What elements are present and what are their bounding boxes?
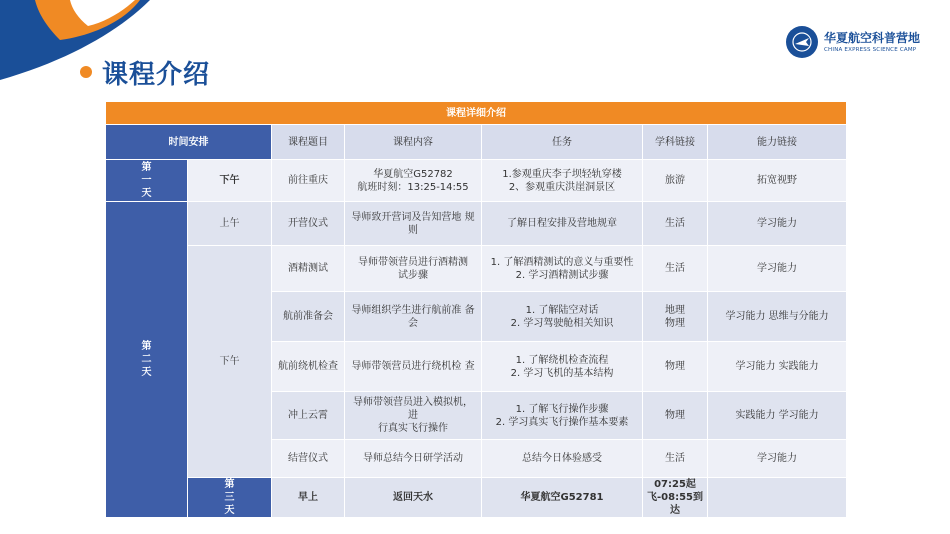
logo-name-cn: 华夏航空科普营地 <box>824 30 921 45</box>
content-cell: 华夏航空G52781 <box>482 478 643 518</box>
header-subject: 学科链接 <box>643 125 708 160</box>
topic-cell: 冲上云霄 <box>272 392 345 440</box>
period-cell: 上午 <box>188 202 272 246</box>
table-row <box>106 160 847 202</box>
task-cell: 1. 了解酒精测试的意义与重要性 2. 学习酒精测试步骤 <box>482 246 643 292</box>
table-row <box>106 202 847 246</box>
bullet-dot-icon <box>80 66 92 78</box>
ability-cell: 学习能力 思维与分能力 <box>708 292 847 342</box>
subject-cell: 生活 <box>643 246 708 292</box>
period-cell: 早上 <box>272 478 345 518</box>
task-cell: 1. 了解飞行操作步骤 2. 学习真实飞行操作基本要素 <box>482 392 643 440</box>
ability-cell: 学习能力 实践能力 <box>708 342 847 392</box>
table-row <box>106 246 847 292</box>
subject-cell: 生活 <box>643 440 708 478</box>
airline-logo-icon <box>786 26 818 58</box>
task-cell: 了解日程安排及营地规章 <box>482 202 643 246</box>
table-row <box>106 478 847 518</box>
header-time: 时间安排 <box>106 125 272 160</box>
task-cell: 1. 了解绕机检查流程 2. 学习飞机的基本结构 <box>482 342 643 392</box>
header-ability: 能力链接 <box>708 125 847 160</box>
ability-cell: 拓宽视野 <box>708 160 847 202</box>
topic-cell: 航前准备会 <box>272 292 345 342</box>
subject-cell: 物理 <box>643 392 708 440</box>
task-cell: 1.参观重庆李子坝轻轨穿楼 2、参观重庆洪崖洞景区 <box>482 160 643 202</box>
page-title-text: 课程介绍 <box>102 59 211 90</box>
topic-cell: 返回天水 <box>345 478 482 518</box>
subject-cell: 生活 <box>643 202 708 246</box>
content-cell: 导师带领营员进入模拟机，进 行真实飞行操作 <box>345 392 482 440</box>
task-cell: 1. 了解陆空对话 2. 学习驾驶舱相关知识 <box>482 292 643 342</box>
day-label: 第 二 天 <box>106 202 188 518</box>
brand-logo <box>786 24 920 60</box>
content-cell: 导师致开营词及告知营地 规 则 <box>345 202 482 246</box>
topic-cell: 前往重庆 <box>272 160 345 202</box>
content-cell: 导师总结今日研学活动 <box>345 440 482 478</box>
course-schedule-table <box>105 101 847 518</box>
period-cell: 下午 <box>188 246 272 478</box>
subject-cell: 物理 <box>643 342 708 392</box>
ability-cell: 学习能力 <box>708 202 847 246</box>
header-task: 任务 <box>482 125 643 160</box>
ability-cell: 学习能力 <box>708 440 847 478</box>
table-banner: 课程详细介绍 <box>106 102 847 125</box>
subject-cell <box>708 478 847 518</box>
task-cell: 07:25起飞-08:55到达 <box>643 478 708 518</box>
header-content: 课程内容 <box>345 125 482 160</box>
content-cell: 华夏航空G52782 航班时刻：13:25-14:55 <box>345 160 482 202</box>
topic-cell: 航前绕机检查 <box>272 342 345 392</box>
subject-cell: 旅游 <box>643 160 708 202</box>
topic-cell: 开营仪式 <box>272 202 345 246</box>
day-label: 第 一 天 <box>106 160 188 202</box>
content-cell: 导师带领营员进行酒精测 试步骤 <box>345 246 482 292</box>
page-title <box>80 52 210 92</box>
ability-cell: 实践能力 学习能力 <box>708 392 847 440</box>
subject-cell: 地理 物理 <box>643 292 708 342</box>
header-topic: 课程题目 <box>272 125 345 160</box>
content-cell: 导师组织学生进行航前准 备 会 <box>345 292 482 342</box>
logo-name-en: CHINA EXPRESS SCIENCE CAMP <box>824 46 917 53</box>
day-label: 第 三 天 <box>188 478 272 518</box>
task-cell: 总结今日体验感受 <box>482 440 643 478</box>
ability-cell: 学习能力 <box>708 246 847 292</box>
topic-cell: 结营仪式 <box>272 440 345 478</box>
content-cell: 导师带领营员进行绕机检 查 <box>345 342 482 392</box>
period-cell: 下午 <box>188 160 272 202</box>
topic-cell: 酒精测试 <box>272 246 345 292</box>
